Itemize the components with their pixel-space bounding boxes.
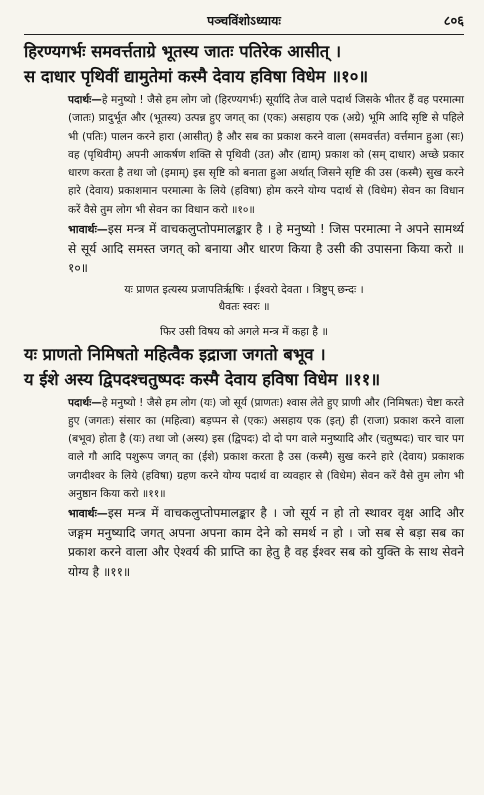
bhavartha-10 [24,220,464,279]
page-number: ८०६ [443,14,464,29]
bhavartha-10-text: इस मन्त्र में वाचकलुप्तोपमालङ्कार है । हे मनुष्यो ! जिस परमात्मा ने अपने सामर्थ्य से सूर्य आदि समस्त जगत् को बनाया और धारण किया है उसी की उपासना किया करो ॥१०॥ [68,222,464,276]
mantra-meta-line-2: धैवतः स्वरः ॥ [218,299,270,313]
mantra-10 [24,39,464,89]
bhavartha-11-text: इस मन्त्र में वाचकलुप्तोपमालङ्कार है । जो सूर्य न हो तो स्थावर वृक्ष आदि और जङ्गम मनुष्यादि जगत् अपना अपना काम देने को समर्थ न हो । जो सब से बड़ा सब का प्रकाश करने वाला और ऐश्वर्य की प्राप्ति का हेतु है वह ईश्वर सब को युक्ति के साथ सेवने योग्य है ॥११॥ [68,506,464,579]
mantra-intro: फिर उसी विषय को अगले मन्त्र में कहा है ॥ [160,324,328,338]
padartha-10-text: हे मनुष्यो ! जैसे हम लोग जो (हिरण्यगर्भः) सूर्यादि तेज वाले पदार्थ जिसके भीतर हैं वह परमात्मा (जातः) प्रादुर्भूत और (भूतस्य) उत्पन्न हुए जगत् का (एकः) असहाय एक (अग्रे) भूमि आदि सृष्टि से पहिले भी (पतिः) पालन करने हारा (आसीत्) है और सब का प्रकाश करने वाला (समवर्त्तत) वर्त्तमान हुआ (सः) वह (पृथिवीम्) अपनी आकर्षण शक्ति से पृथिवी (उत) और (द्याम्) प्रकाश को (सम् दाधार) अच्छे प्रकार धारण करता है तथा जो (इमाम्) इस सृष्टि को बनाता हुआ अर्थात् जिसने सृष्टि की उस (कस्मै) सुख करने हारे (देवाय) प्रकाशमान परमात्मा के लिये (हविषा) होम करने योग्य पदार्थ से (विधेम) सेवन का विधान करें वैसे तुम लोग भी सेवन का विधान करो ॥१०॥ [68,94,464,216]
mantra-meta-line-1: यः प्राणत इत्यस्य प्रजापतिर्ऋषिः । ईश्वरो देवता । त्रिष्टुप् छन्दः । [124,282,364,296]
mantra-11-line-2: य ईशे अस्य द्विपदश्चतुष्पदः कस्मै देवाय हविषा विधेम ॥११॥ [24,369,381,389]
padartha-label: पदार्थः— [68,396,102,409]
mantra-10-line-2: स दाधार पृथिवीं द्यामुतेमां कस्मै देवाय हविषा विधेम ॥१०॥ [24,67,369,86]
padartha-label: पदार्थः— [68,94,102,106]
mantra-10-line-1: हिरण्यगर्भः समवर्त्तताग्रे भूतस्य जातः पतिरेक आसीत् । [24,42,342,61]
bhavartha-label: भावार्थः— [68,223,108,237]
bhavartha-label: भावार्थः— [68,507,108,521]
padartha-11-text: हे मनुष्यो ! जैसे हम लोग (यः) जो सूर्य (प्राणतः) श्वास लेते हुए प्राणी और (निमिषतः) चेष्टा करते हुए (जगतः) संसार का (महित्वा) बड़प्पन से (एकः) असहाय एक (इत्) ही (राजा) प्रकाश करने वाला (बभूव) होता है (यः) तथा जो (अस्य) इस (द्विपदः) दो दो पग वाले मनुष्यादि और (चतुष्पदः) चार चार पग वाले गौ आदि पशुरूप जगत् का (ईशे) प्रकाश करता है उस (कस्मै) सुख करने हारे (देवाय) प्रकाशक जगदीश्वर के लिये (हविषा) ग्रहण करने योग्य पदार्थ वा व्यवहार से (विधेम) सेवन करें वैसे तुम लोग भी अनुष्ठान किया करो ॥११॥ [68,396,464,501]
padartha-10 [24,91,464,219]
bhavartha-11 [24,504,464,582]
padartha-11 [24,394,464,504]
chapter-title: पञ्चविंशोऽध्यायः [207,13,281,28]
page-header [24,8,464,35]
mantra-11 [24,342,464,392]
mantra-11-line-1: यः प्राणतो निमिषतो महित्वैक इद्राजा जगतो बभूव । [24,344,326,364]
mantra-meta [24,281,464,315]
